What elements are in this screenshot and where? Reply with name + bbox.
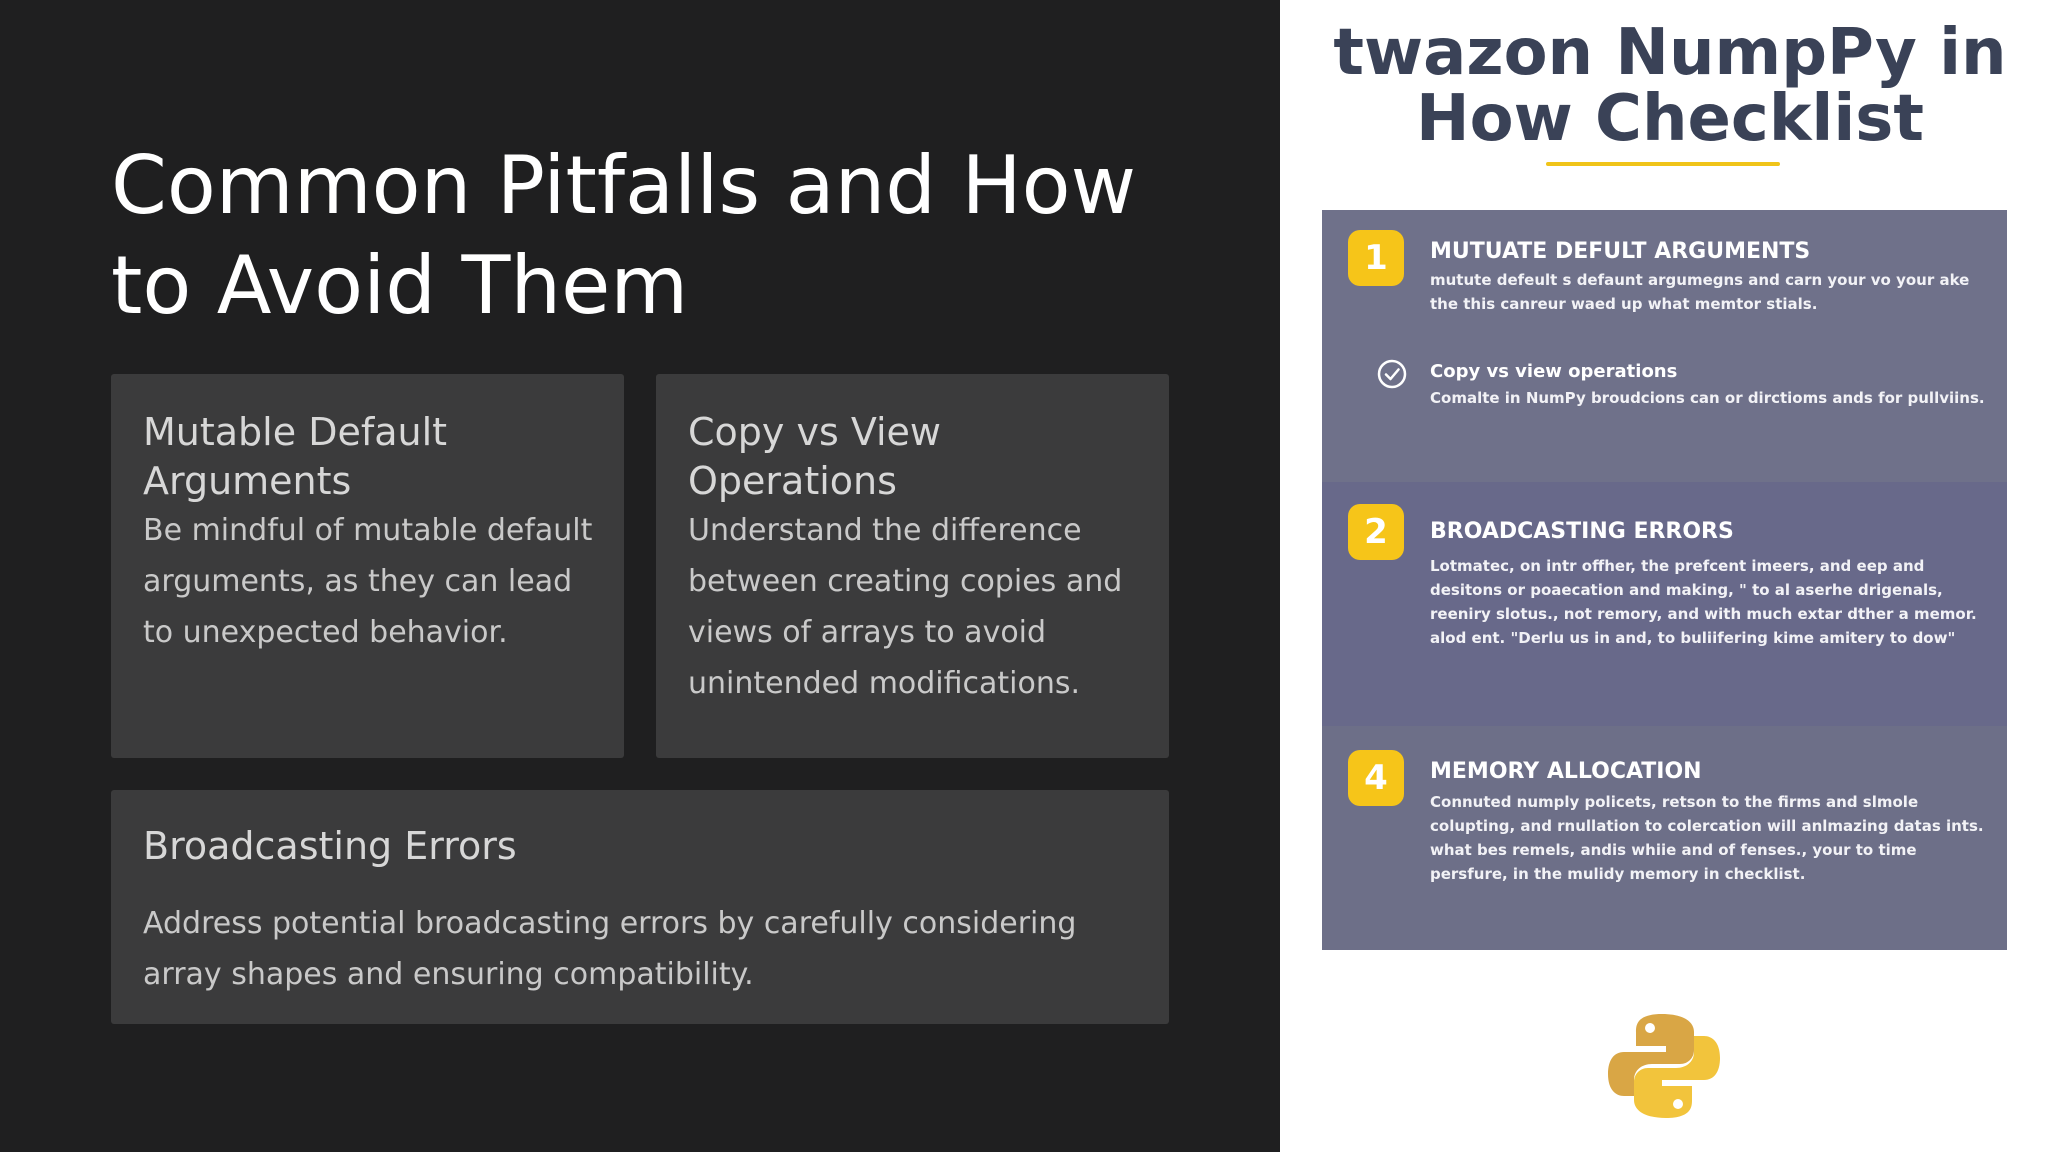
pitfall-card-copy-vs-view (656, 374, 1169, 758)
checklist-section-4 (1322, 726, 2007, 950)
card-text: Be mindful of mutable default arguments, as they can lead to unexpected behavior. (143, 513, 593, 650)
pitfall-card-mutable-defaults (111, 374, 624, 758)
section-body: Connuted numply policets, retson to the firms and slmole colupting, and rnullation to colercation will anlmazing datas ints. what bes remels, andis whiie and of fenses., your to time persfure, in the mulidy memory in checklist. (1430, 793, 1984, 883)
section-body: mutute defeult s defaunt argumegns and carn your vo your ake the this canreur waed up what memtor stials. (1430, 271, 1970, 313)
sub-heading: Copy vs view operations (1430, 361, 1678, 382)
python-logo-icon (1606, 1010, 1722, 1122)
infographic-panel (1280, 0, 2048, 1152)
card-title: Broadcasting Errors (143, 824, 517, 868)
number-badge: 2 (1348, 504, 1404, 560)
check-circle-icon (1376, 358, 1408, 390)
card-text: Address potential broadcasting errors by carefully considering array shapes and ensuring compatibility. (143, 906, 1077, 992)
infographic-title: twazon NumpPy in How Checklist (1333, 16, 2007, 156)
title-underline (1546, 162, 1780, 166)
section-body: Lotmatec, on intr offher, the prefcent imeers, and eep and desitons or poaecation and making, " to al aserhe drigenals, reeniry slotus., not remory, and with much extar dther a memor. alod ent. "Derlu us in and, to buliifering kime amitery to dow" (1430, 557, 1977, 647)
card-title: Mutable Default Arguments (143, 410, 448, 503)
checklist-box (1322, 210, 2007, 950)
section-heading: MUTUATE DEFULT ARGUMENTS (1430, 239, 1811, 264)
section-heading: MEMORY ALLOCATION (1430, 759, 1702, 784)
card-text: Understand the difference between creating copies and views of arrays to avoid unintended modifications. (688, 513, 1123, 701)
card-title: Copy vs View Operations (688, 410, 942, 503)
pitfall-card-broadcasting (111, 790, 1169, 1024)
checklist-section-2 (1322, 482, 2007, 726)
number-badge: 1 (1348, 230, 1404, 286)
section-heading: BROADCASTING ERRORS (1430, 519, 1734, 544)
number-badge: 4 (1348, 750, 1404, 806)
checklist-section-1 (1322, 210, 2007, 482)
slide-title: Common Pitfalls and How to Avoid Them (111, 139, 1137, 332)
sub-body: Comalte in NumPy broudcions can or dirctioms ands for pullviins. (1430, 389, 1985, 407)
